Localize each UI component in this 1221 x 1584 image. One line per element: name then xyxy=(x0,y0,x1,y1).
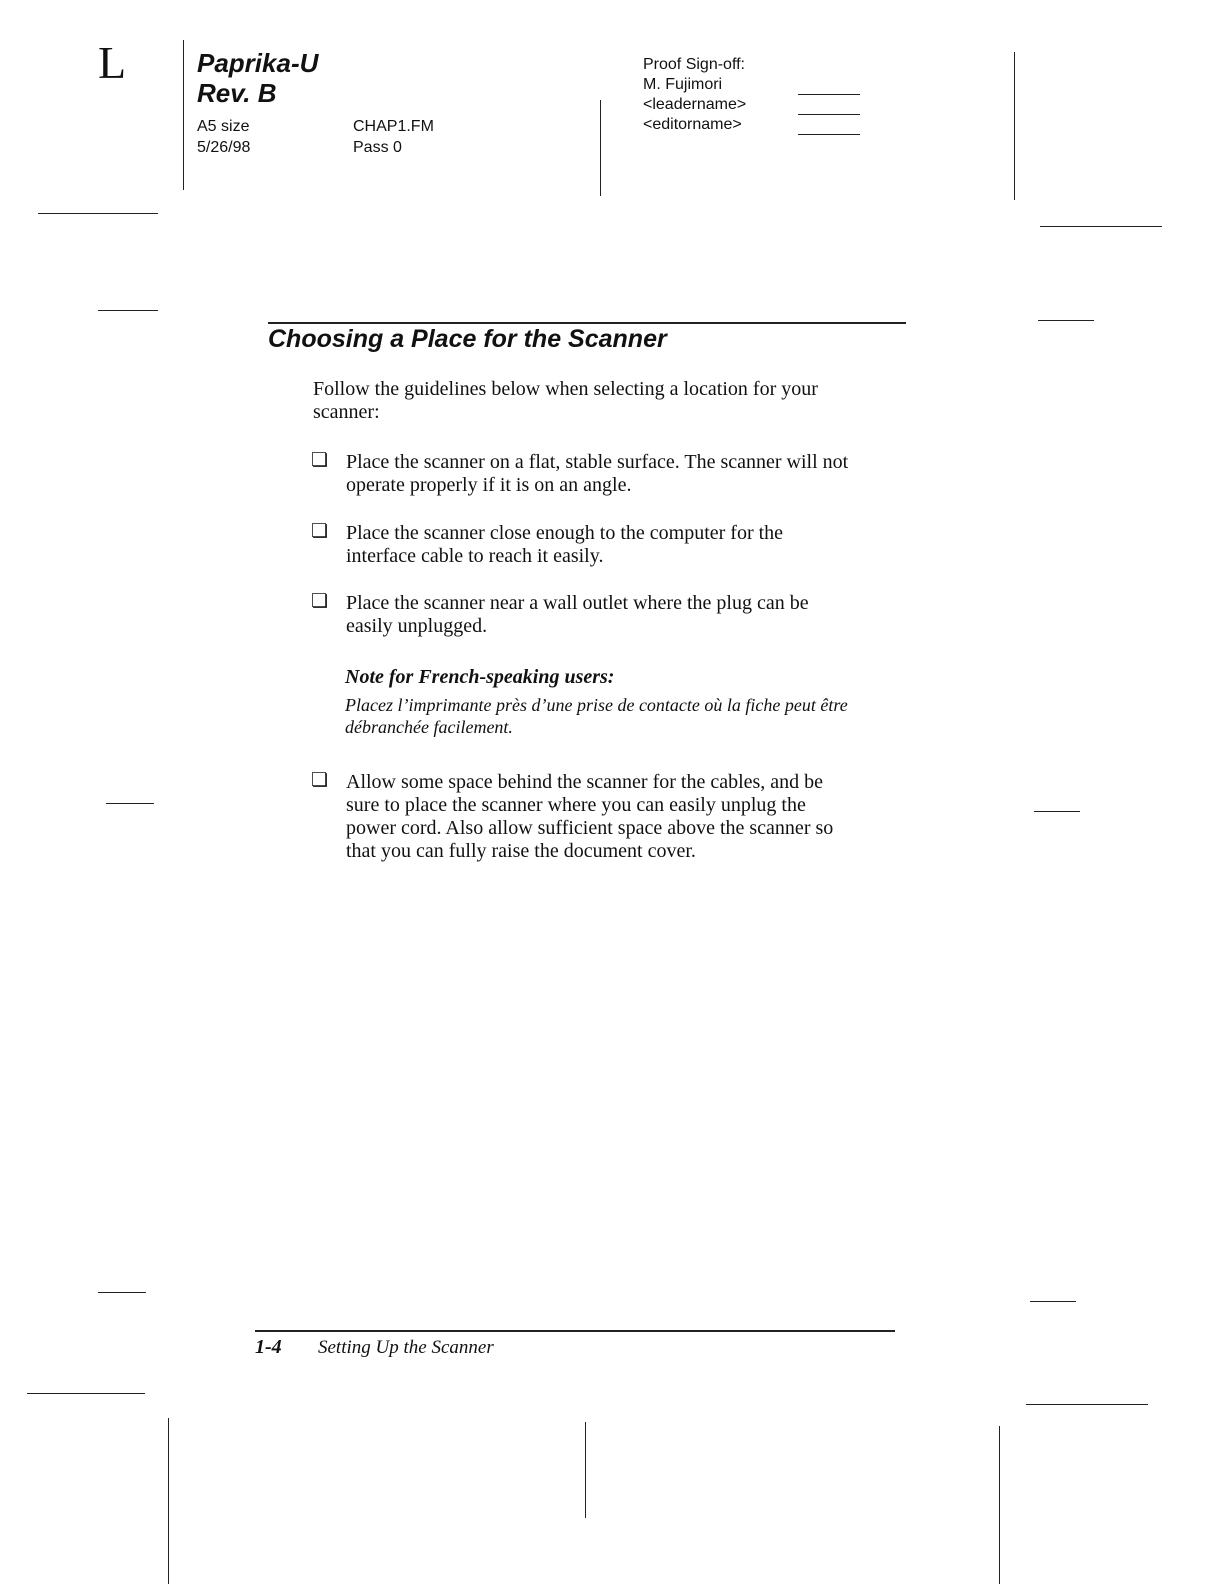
signoff-name: <editorname> xyxy=(643,116,742,133)
list-item: Place the scanner near a wall outlet where the plug can be easily unplugged. xyxy=(346,592,809,637)
section-heading: Choosing a Place for the Scanner xyxy=(268,325,667,353)
page-number: 1-4 xyxy=(255,1336,282,1358)
crop-mark xyxy=(1040,226,1162,227)
crop-mark xyxy=(98,1292,146,1293)
crop-mark xyxy=(1030,1301,1076,1302)
page-size: A5 size xyxy=(197,118,250,135)
corner-mark: L xyxy=(98,37,127,88)
signoff-title: Proof Sign-off: xyxy=(643,56,745,73)
checkbox-bullet-icon: ❏ xyxy=(311,770,329,791)
signoff-line xyxy=(798,94,860,95)
signoff-name: M. Fujimori xyxy=(643,76,723,93)
crop-mark xyxy=(106,803,154,804)
chapter-title: Setting Up the Scanner xyxy=(318,1337,494,1358)
crop-mark xyxy=(1026,1404,1148,1405)
proof-date: 5/26/98 xyxy=(197,139,251,156)
header-rule-right xyxy=(1014,52,1015,200)
signoff-line xyxy=(798,134,860,135)
signoff-line xyxy=(798,114,860,115)
crop-mark xyxy=(585,1422,586,1518)
size-date xyxy=(197,116,250,158)
revision: Rev. B xyxy=(197,78,277,108)
note-body: Placez l’imprimante près d’une prise de contacte où la fiche peut être débranchée facilement. xyxy=(345,695,848,737)
proof-signoff xyxy=(643,55,746,135)
list-item: Place the scanner on a flat, stable surface. The scanner will not operate properly if it is on an angle. xyxy=(346,451,849,496)
crop-mark xyxy=(38,213,158,214)
file-pass xyxy=(353,116,434,158)
file-name: CHAP1.FM xyxy=(353,118,434,135)
heading-rule xyxy=(268,322,906,324)
crop-mark xyxy=(98,310,158,311)
header-rule-middle xyxy=(600,100,601,196)
product-title xyxy=(197,48,318,108)
crop-mark xyxy=(168,1418,169,1584)
checkbox-bullet-icon: ❏ xyxy=(311,450,329,471)
pass-number: Pass 0 xyxy=(353,139,402,156)
product-name: Paprika-U xyxy=(197,48,319,78)
crop-mark xyxy=(999,1426,1000,1584)
list-item: Allow some space behind the scanner for the cables, and be sure to place the scanner where you can easily unplug the power cord. Also allow sufficient space above the scanner so that you can fully raise the document cover. xyxy=(346,771,834,862)
footer-rule xyxy=(255,1330,895,1332)
note-title: Note for French-speaking users: xyxy=(345,666,615,688)
signoff-name: <leadername> xyxy=(643,96,747,113)
header-rule-left xyxy=(183,40,184,190)
crop-mark xyxy=(1038,320,1094,321)
checkbox-bullet-icon: ❏ xyxy=(311,521,329,542)
list-item: Place the scanner close enough to the computer for the interface cable to reach it easily. xyxy=(346,522,784,567)
crop-mark xyxy=(1034,811,1080,812)
checkbox-bullet-icon: ❏ xyxy=(311,591,329,612)
intro-paragraph: Follow the guidelines below when selecting a location for your scanner: xyxy=(313,378,818,423)
crop-mark xyxy=(27,1393,145,1394)
